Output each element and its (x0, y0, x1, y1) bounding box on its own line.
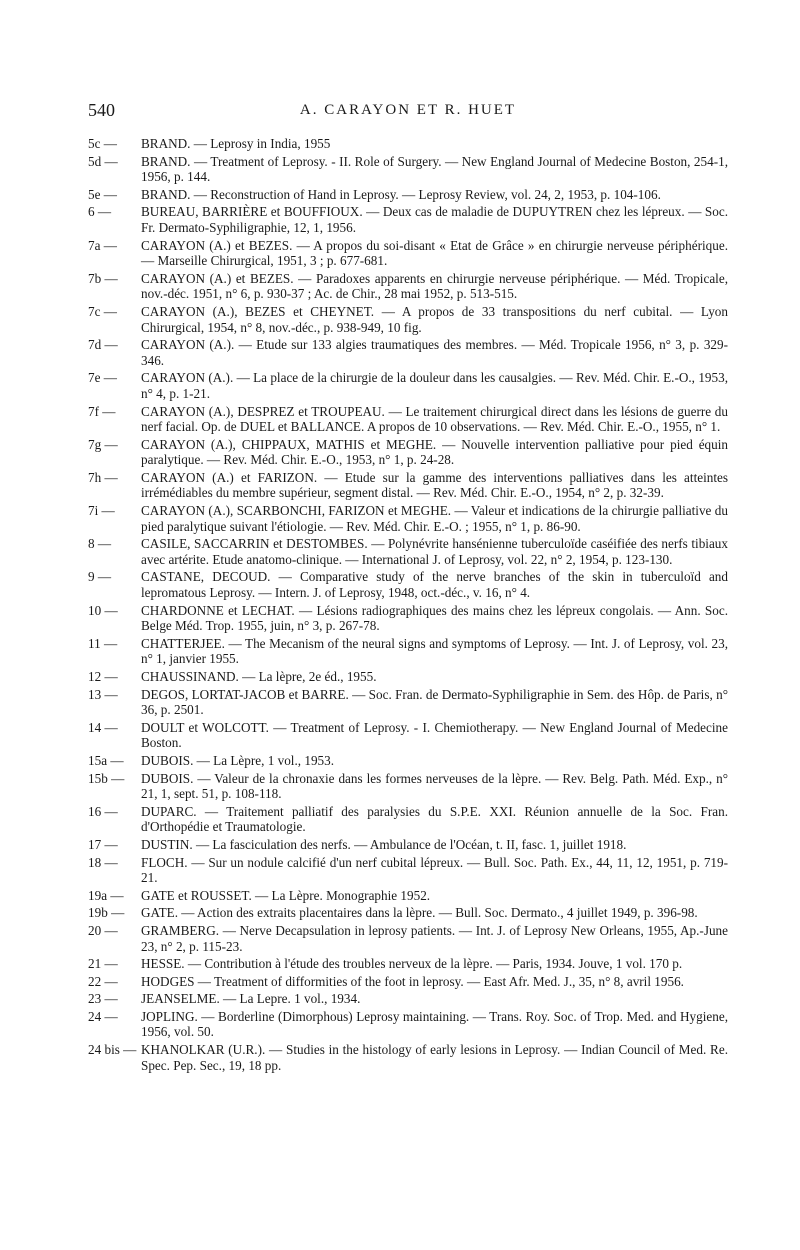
reference-entry (88, 837, 728, 853)
reference-entry (88, 603, 728, 634)
reference-text: CHATTERJEE. — The Mecanism of the neural signs and symptoms of Leprosy. — Int. J. of Leprosy, vol. 23, n° 1, janvier 1955. (141, 635, 728, 667)
reference-entry (88, 974, 728, 990)
reference-number: 22 — (88, 973, 118, 989)
reference-text: CARAYON (A.), DESPREZ et TROUPEAU. — Le traitement chirurgical direct dans les lésions de guerre du nerf facial. Op. de DUEL et BALLANCE. A propos de 10 observations. — Rev. Méd. Chir. E.-O., 1955, n° 1. (141, 403, 728, 435)
reference-entry (88, 636, 728, 667)
reference-number: 15a — (88, 752, 124, 768)
reference-entry (88, 470, 728, 501)
reference-number: 5e — (88, 186, 117, 202)
reference-text: BRAND. — Reconstruction of Hand in Leprosy. — Leprosy Review, vol. 24, 2, 1953, p. 104-106. (141, 186, 661, 202)
reference-entry (88, 271, 728, 302)
reference-number: 19b — (88, 905, 125, 921)
reference-entry (88, 669, 728, 685)
reference-text: CARAYON (A.) et FARIZON. — Etude sur la gamme des interventions palliatives dans les atteintes irrémédiables du membre supérieur, segment distal. — Rev. Méd. Chir. E.-O., 1954, n° 2, p. 32-39. (141, 469, 728, 501)
reference-number: 14 — (88, 719, 118, 735)
reference-text: HESSE. — Contribution à l'étude des troubles nerveux de la lèpre. — Paris, 1934. Jouve, 1 vol. 170 p. (141, 956, 683, 972)
reference-number: 7c — (88, 303, 117, 319)
reference-text: CARAYON (A.). — La place de la chirurgie de la douleur dans les causalgies. — Rev. Méd. Chir. E.-O., 1953, n° 4, p. 1-21. (141, 370, 728, 401)
reference-number: 8 — (88, 536, 112, 552)
reference-text: JEANSELME. — La Lepre. 1 vol., 1934. (141, 991, 361, 1007)
reference-entry (88, 905, 728, 921)
reference-number: 5d — (88, 153, 118, 169)
reference-number: 7h — (88, 469, 118, 485)
reference-entry (88, 1009, 728, 1040)
reference-number: 12 — (88, 669, 118, 684)
reference-number: 7i — (88, 503, 115, 519)
reference-text: CARAYON (A.) et BEZES. — Paradoxes apparents en chirurgie nerveuse périphérique. — Méd. Tropicale, nov.-déc. 1951, n° 6, p. 930-37 ; Ac. de Chir., 28 mai 1952, p. 513-515. (141, 270, 728, 302)
reference-entry (88, 204, 728, 235)
reference-text: CARAYON (A.). — Etude sur 133 algies traumatiques des membres. — Méd. Tropicale 1956, n° 3, p. 329-346. (141, 337, 728, 368)
reference-text: CARAYON (A.), SCARBONCHI, FARIZON et MEGHE. — Valeur et indications de la chirurgie palliative du pied paralytique suivant l'étiologie. — Rev. Méd. Chir. E.-O. ; 1955, n° 1, p. 86-90. (141, 503, 728, 534)
reference-entry (88, 687, 728, 718)
page-number: 540 (88, 100, 115, 120)
reference-number: 19a — (88, 887, 124, 903)
reference-entry (88, 154, 728, 185)
reference-text: BRAND. — Treatment of Leprosy. - II. Role of Surgery. — New England Journal of Medecine Boston, 254-1, 1956, p. 144. (141, 153, 728, 185)
reference-text: DUSTIN. — La fasciculation des nerfs. — Ambulance de l'Océan, t. II, fasc. 1, juillet 1918. (141, 836, 627, 852)
reference-entry (88, 888, 728, 904)
reference-number: 11 — (88, 635, 118, 651)
reference-text: FLOCH. — Sur un nodule calcifié d'un nerf cubital lépreux. — Bull. Soc. Path. Ex., 44, 11, 12, 1951, p. 719-21. (141, 854, 728, 886)
reference-text: JOPLING. — Borderline (Dimorphous) Leprosy maintaining. — Trans. Roy. Soc. of Trop. Med. and Hygiene, 1956, vol. 50. (141, 1008, 728, 1040)
reference-text: KHANOLKAR (U.R.). — Studies in the histology of early lesions in Leprosy. — Indian Council of Med. Re. Spec. Pep. Sec., 19, 18 pp. (141, 1042, 728, 1073)
reference-number: 6 — (88, 204, 112, 220)
reference-text: CASILE, SACCARRIN et DESTOMBES. — Polynévrite hansénienne tuberculoïde caséifiée des nerfs tibiaux avec artérite. Etude anatomo-clinique. — International J. of Leprosy, vol. 22, n° 2, 1954, p. 123-130. (141, 536, 728, 567)
reference-entry (88, 536, 728, 567)
reference-entry (88, 238, 728, 269)
page-header (88, 100, 728, 122)
reference-number: 7f — (88, 403, 116, 419)
reference-entry (88, 187, 728, 203)
reference-number: 17 — (88, 836, 118, 852)
reference-entry (88, 855, 728, 886)
reference-entry (88, 753, 728, 769)
reference-text: DEGOS, LORTAT-JACOB et BARRE. — Soc. Fran. de Dermato-Syphiligraphie in Sem. des Hôp. de Paris, n° 36, p. 2501. (141, 686, 728, 718)
reference-number: 16 — (88, 803, 118, 819)
reference-text: GATE. — Action des extraits placentaires dans la lèpre. — Bull. Soc. Dermato., 4 juillet 1949, p. 396-98. (141, 905, 698, 921)
reference-text: CARAYON (A.), BEZES et CHEYNET. — A propos de 33 transpositions du nerf cubital. — Lyon Chirurgical, 1954, n° 8, nov.-déc., p. 938-949, 10 fig. (141, 303, 728, 335)
reference-number: 7g — (88, 436, 118, 452)
reference-entry (88, 136, 728, 152)
reference-entry (88, 503, 728, 534)
reference-number: 23 — (88, 991, 118, 1007)
reference-entry (88, 991, 728, 1007)
reference-number: 9 — (88, 569, 112, 585)
reference-number: 7d — (88, 337, 118, 353)
reference-text: GRAMBERG. — Nerve Decapsulation in leprosy patients. — Int. J. of Leprosy New Orleans, 1955, Ap.-June 23, n° 2, p. 115-23. (141, 922, 728, 954)
reference-entry (88, 437, 728, 468)
reference-number: 18 — (88, 854, 118, 870)
reference-text: GATE et ROUSSET. — La Lèpre. Monographie 1952. (141, 887, 431, 903)
reference-text: BUREAU, BARRIÈRE et BOUFFIOUX. — Deux cas de maladie de DUPUYTREN chez les lépreux. — Soc. Fr. Dermato-Syphiligraphie, 12, 1, 1956. (141, 204, 728, 235)
reference-number: 24 — (88, 1008, 118, 1024)
reference-entry (88, 337, 728, 368)
reference-text: CARAYON (A.), CHIPPAUX, MATHIS et MEGHE. — Nouvelle intervention palliative pour pied équin paralytique. — Rev. Méd. Chir. E.-O., 1953, n° 1, p. 24-28. (141, 436, 728, 468)
reference-entry (88, 404, 728, 435)
reference-entry (88, 1042, 728, 1073)
reference-list (88, 136, 728, 1073)
reference-number: 7e — (88, 370, 117, 386)
reference-entry (88, 771, 728, 802)
reference-text: DOULT et WOLCOTT. — Treatment of Leprosy. - I. Chemiotherapy. — New England Journal of Medecine Boston. (141, 719, 728, 751)
reference-number: 13 — (88, 686, 118, 702)
reference-text: DUBOIS. — La Lèpre, 1 vol., 1953. (141, 752, 335, 768)
reference-number: 15b — (88, 770, 125, 786)
reference-number: 5c — (88, 136, 117, 151)
reference-entry (88, 956, 728, 972)
reference-entry (88, 923, 728, 954)
reference-text: CARAYON (A.) et BEZES. — A propos du soi-disant « Etat de Grâce » en chirurgie nerveuse périphérique. — Marseille Chirurgical, 1951, 3 ; p. 677-681. (141, 237, 728, 269)
reference-text: BRAND. — Leprosy in India, 1955 (141, 136, 331, 151)
reference-entry (88, 720, 728, 751)
reference-entry (88, 804, 728, 835)
reference-number: 24 bis — (88, 1042, 137, 1058)
reference-number: 21 — (88, 956, 118, 972)
reference-entry (88, 304, 728, 335)
reference-number: 7b — (88, 270, 118, 286)
reference-text: CHARDONNE et LECHAT. — Lésions radiographiques des mains chez les lépreux congolais. — Ann. Soc. Belge Méd. Trop. 1955, juin, n° 3, p. 267-78. (141, 602, 728, 634)
running-head: A. CARAYON ET R. HUET (299, 102, 517, 118)
reference-entry (88, 569, 728, 600)
reference-number: 10 — (88, 602, 118, 618)
reference-text: CHAUSSINAND. — La lèpre, 2e éd., 1955. (141, 669, 377, 684)
reference-number: 7a — (88, 237, 117, 253)
reference-text: CASTANE, DECOUD. — Comparative study of the nerve branches of the skin in tuberculoïd and lepromatous Leprosy. — Intern. J. of Leprosy, 1948, oct.-déc., v. 16, n° 4. (141, 569, 728, 601)
reference-text: DUPARC. — Traitement palliatif des paralysies du S.P.E. XXI. Réunion annuelle de la Soc. Fran. d'Orthopédie et Traumatologie. (141, 803, 728, 835)
reference-entry (88, 370, 728, 401)
reference-text: HODGES — Treatment of difformities of the foot in leprosy. — East Afr. Med. J., 35, n° 8, avril 1956. (141, 973, 684, 989)
reference-text: DUBOIS. — Valeur de la chronaxie dans les formes nerveuses de la lèpre. — Rev. Belg. Path. Méd. Exp., n° 21, 1, sept. 51, p. 108-118. (141, 770, 728, 802)
reference-number: 20 — (88, 922, 118, 938)
